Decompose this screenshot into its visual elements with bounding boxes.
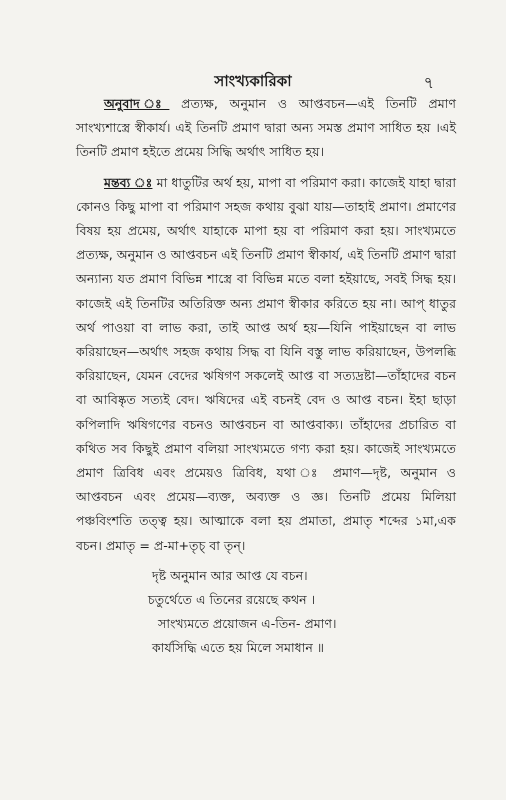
book-title: সাংখ্যকারিকা [214, 71, 292, 90]
commentary-text: মা ধাতুটির অর্থ হয়, মাপা বা পরিমাণ করা। কাজেই যাহা দ্বারা কোনও কিছু মাপা বা পরিমাণ সহজ কথায় বুঝা যায়—তাহাই প্রমাণ। প্রমাণের বিষয় হয় প্রমেয়, অর্থাৎ যাহাকে মাপা হয় বা পরিমাণ করা হয়। সাংখ্যমতে প্রত্যক্ষ, অনুমান ও আপ্তবচন এই তিনটি প্রমাণ স্বীকার্য, এই তিনটি প্রমাণ দ্বারা অন্যান্য যত প্রমাণ বিভিন্ন শাস্ত্রে বা বিভিন্ন মতে বলা হইয়াছে, সবই সিদ্ধ হয়। কাজেই এই তিনটির অতিরিক্ত অন্য প্রমাণ স্বীকার করিতে হয় না। আপ্ ধাতুর অর্থ পাওয়া বা লাভ করা, তাই আপ্ত অর্থ হয়—যিনি পাইয়াছেন বা লাভ করিয়াছেন—অর্থাৎ সহজ কথায় সিদ্ধ বা যিনি বস্তু লাভ করিয়াছেন, উপলব্ধি করিয়াছেন, যেমন বেদের ঋষিগণ সকলেই আপ্ত বা সত্যদ্রষ্টা—তাঁহাদের বচন বা আবিষ্কৃত সত্যই বেদ। ঋষিদের এই বচনই বেদ ও আপ্ত বচন। ইহা ছাড়া কপিলাদি ঋষিগণের বচনও আপ্তবচন বা আপ্তবাক্য। তাঁহাদের প্রচারিত বা কথিত সব কিছুই প্রমাণ বলিয়া সাংখ্যমতে গণ্য করা হয়। কাজেই সাংখ্যমতে প্রমাণ ত্রিবিধ এবং প্রমেয়ও ত্রিবিধ, যথা ঃ প্রমাণ—দৃষ্ট, অনুমান ও আপ্তবচন এবং প্রমেয়—ব্যক্ত, অব্যক্ত ও জ্ঞ। তিনটি প্রমেয় মিলিয়া পঞ্চবিংশতি তত্ত্ব হয়। আত্মাকে বলা হয় প্রমাতা, প্রমাতৃ শব্দের ১মা,এক বচন। প্রমাতৃ = প্র-মা+তৃচ্ বা তৃন্। [76, 174, 456, 553]
translation-text: প্রত্যক্ষ, অনুমান ও আপ্তবচন—এই তিনটি প্রমাণ সাংখ্যশাস্ত্রে স্বীকার্য। এই তিনটি প্রমাণ দ্বারা অন্য সমস্ত প্রমাণ সাধিত হয় ।এই তিনটি প্রমাণ হইতে প্রমেয় সিদ্ধি অর্থাৎ সাধিত হয়। [76, 96, 456, 160]
commentary-label: মন্তব্য ঃ [104, 174, 153, 190]
verse-block [76, 564, 456, 660]
verse-line: কার্যসিদ্ধি এতে হয় মিলে সমাধান ॥ [152, 639, 324, 655]
page-content [76, 92, 456, 660]
translation-paragraph [76, 92, 456, 165]
verse-line: দৃষ্ট অনুমান আর আপ্ত যে বচন। [152, 567, 308, 583]
verse-line: সাংখ্যমতে প্রয়োজন এ-তিন- প্রমাণ। [158, 615, 337, 631]
commentary-paragraph [76, 171, 456, 558]
translation-label: অনুবাদ ঃ [104, 96, 170, 111]
page-number: ৭ [423, 73, 434, 92]
running-header [72, 70, 434, 94]
verse-line: চতুর্থেতে এ তিনের রয়েছে কথন । [148, 591, 316, 607]
